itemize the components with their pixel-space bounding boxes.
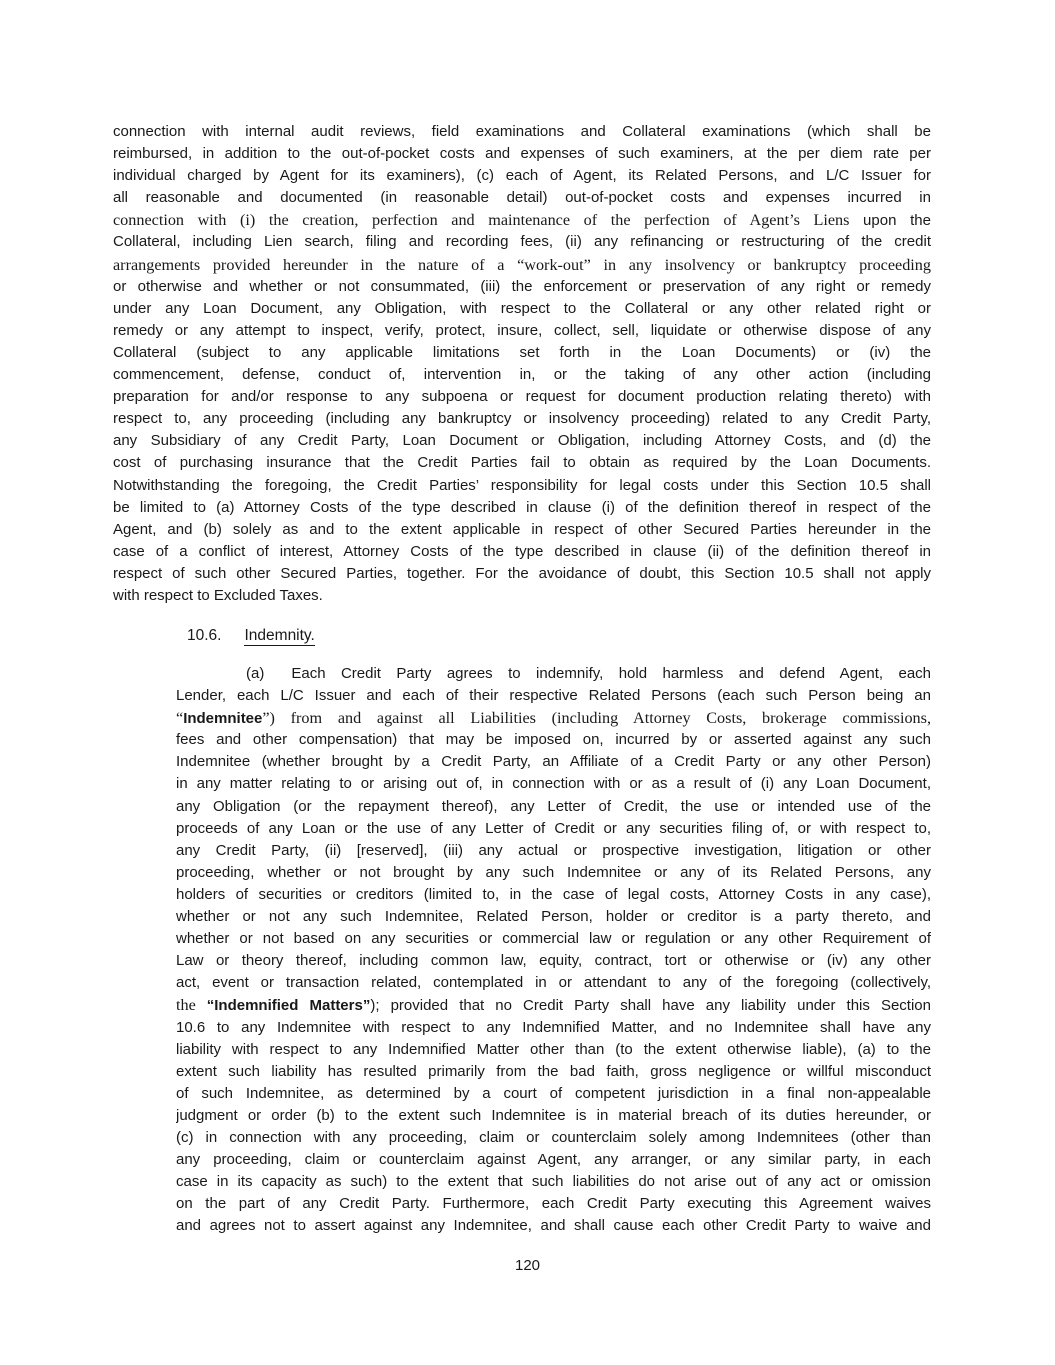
- text-segment: proceeding, whether or not brought by any such Indemnitee or any of its Related Persons, any: [176, 863, 931, 881]
- text-line: [113, 254, 931, 276]
- text-line: [176, 1039, 931, 1061]
- text-line: [113, 209, 931, 231]
- text-line: [113, 121, 931, 143]
- text-segment: be limited to (a) Attorney Costs of the type described in clause (i) of the definition thereof in respect of the: [113, 498, 931, 516]
- text-segment: cost of purchasing insurance that the Credit Parties fail to obtain as required by the Loan Documents.: [113, 454, 931, 472]
- text-line: [113, 320, 931, 342]
- text-line: [176, 906, 931, 928]
- text-line: [113, 475, 931, 497]
- text-segment: Agent, and (b) solely as and to the extent applicable in respect of other Secured Parties hereunder in the: [113, 520, 931, 538]
- paragraph-indemnity-a: [176, 663, 931, 1237]
- text-segment: ”) from and against all Liabilities (including Attorney Costs, brokerage commissions,: [262, 709, 931, 728]
- text-line: [113, 364, 931, 386]
- text-segment: act, event or transaction related, contemplated in or attendant to any of the foregoing (collectively,: [176, 974, 931, 992]
- text-segment: connection with internal audit reviews, field examinations and Collateral examinations (which shall be: [113, 123, 931, 140]
- text-segment: 10.6 to any Indemnitee with respect to any Indemnified Matter, and no Indemnitee shall have any: [176, 1018, 931, 1036]
- text-segment: (a): [246, 665, 265, 682]
- text-line: [176, 972, 931, 994]
- paragraph-costs-continuation: [113, 121, 931, 607]
- text-line: [176, 773, 931, 795]
- text-segment: or otherwise and whether or not consummated, (iii) the enforcement or preservation of any right or remedy: [113, 277, 931, 295]
- text-line: [113, 563, 931, 585]
- defined-term: Indemnitee: [183, 710, 263, 728]
- text-line: [176, 707, 931, 729]
- text-segment: respect to, any proceeding (including any bankruptcy or insolvency proceeding) related to any Credit Party,: [113, 410, 931, 428]
- text-segment: case of a conflict of interest, Attorney Costs of the type described in clause (ii) of the definition thereof in: [113, 542, 931, 560]
- text-line: [176, 1149, 931, 1171]
- text-segment: remedy or any attempt to inspect, verify, protect, insure, collect, sell, liquidate or otherwise dispose of any: [113, 321, 931, 339]
- text-line: [176, 994, 931, 1016]
- text-line: [176, 840, 931, 862]
- text-segment: any proceeding, claim or counterclaim against Agent, any arranger, or any similar party, in each: [176, 1151, 931, 1169]
- text-line: [113, 342, 931, 364]
- text-line: [176, 729, 931, 751]
- text-segment: Collateral (subject to any applicable limitations set forth in the Loan Documents) or (iv) the: [113, 343, 931, 361]
- text-line: [113, 298, 931, 320]
- text-segment: under any Loan Document, any Obligation, with respect to the Collateral or any other related right or: [113, 299, 931, 317]
- text-line: [113, 231, 931, 253]
- text-segment: individual charged by Agent for its examiners), (c) each of Agent, its Related Persons, and L/C Issuer for: [113, 167, 931, 185]
- text-line: [176, 884, 931, 906]
- text-line: [176, 1193, 931, 1215]
- text-line: [113, 497, 931, 519]
- text-segment: “: [176, 709, 184, 728]
- text-line: [176, 1105, 931, 1127]
- defined-term: “Indemnified Matters”: [206, 997, 371, 1015]
- indent-spacer: [176, 677, 246, 678]
- text-segment: Law or theory thereof, including common law, equity, contract, tort or otherwise or (iv) any other: [176, 952, 931, 970]
- text-line: [176, 663, 931, 685]
- text-segment: any Obligation (or the repayment thereof), any Letter of Credit, the use or intended use of the: [176, 797, 931, 815]
- text-segment: liability with respect to any Indemnified Matter other than (to the extent otherwise liable), (a) to the: [176, 1040, 931, 1058]
- text-line: [176, 1083, 931, 1105]
- text-segment: case in its capacity as such) to the extent that such liabilities do not arise out of any act or omission: [176, 1173, 931, 1191]
- text-segment: whether or not any such Indemnitee, Related Person, holder or creditor is a party thereto, and: [176, 908, 931, 926]
- text-segment: with respect to Excluded Taxes.: [113, 586, 323, 604]
- text-segment: all reasonable and documented (in reasonable detail) out-of-pocket costs and expenses incurred in: [113, 189, 931, 207]
- section-title: Indemnity.: [244, 627, 315, 644]
- text-segment: judgment or order (b) to the extent such Indemnitee is in material breach of its duties hereunder, or: [176, 1106, 931, 1124]
- text-segment: on the part of any Credit Party. Furthermore, each Credit Party executing this Agreement waives: [176, 1195, 931, 1213]
- text-segment: Each Credit Party agrees to indemnify, hold harmless and defend Agent, each: [291, 665, 931, 682]
- text-segment: Notwithstanding the foregoing, the Credit Parties’ responsibility for legal costs under this Section 10.5 shall: [113, 476, 931, 494]
- text-line: [176, 1127, 931, 1149]
- text-line: [113, 386, 931, 408]
- text-line: [113, 452, 931, 474]
- text-line: [113, 519, 931, 541]
- text-segment: proceeds of any Loan or the use of any Letter of Credit or any securities filing of, or with respect to,: [176, 819, 931, 837]
- text-segment: extent such liability has resulted primarily from the bad faith, gross negligence or willful misconduct: [176, 1062, 931, 1080]
- text-segment: fees and other compensation) that may be imposed on, incurred by or asserted against any such: [176, 731, 931, 749]
- text-line: [176, 862, 931, 884]
- text-line: [176, 1171, 931, 1193]
- section-heading: [187, 625, 315, 647]
- text-line: [176, 751, 931, 773]
- text-line: [113, 541, 931, 563]
- text-line: [176, 796, 931, 818]
- text-segment: and agrees not to assert against any Indemnitee, and shall cause each other Credit Party to waive and: [176, 1217, 931, 1235]
- text-segment: reimbursed, in addition to the out-of-pocket costs and expenses of such examiners, at the per diem rate per: [113, 145, 931, 163]
- text-line: [113, 143, 931, 165]
- text-segment: (c) in connection with any proceeding, claim or counterclaim solely among Indemnitees (other than: [176, 1128, 931, 1146]
- text-segment: Collateral, including Lien search, filing and recording fees, (ii) any refinancing or restructuring of the credit: [113, 233, 931, 251]
- page-number: 120: [514, 1257, 541, 1274]
- indent-spacer: [264, 677, 291, 678]
- text-segment: any Credit Party, (ii) [reserved], (iii) any actual or prospective investigation, litigation or other: [176, 841, 931, 859]
- text-segment: Lender, each L/C Issuer and each of their respective Related Persons (each such Person being an: [176, 687, 931, 705]
- text-segment: preparation for and/or response to any subpoena or request for document production relating thereto) with: [113, 388, 931, 406]
- text-segment: holders of securities or creditors (limited to, in the case of legal costs, Attorney Costs in any case),: [176, 885, 931, 903]
- section-number: 10.6.: [187, 627, 222, 644]
- text-line: [113, 408, 931, 430]
- text-segment: in any matter relating to or arising out of, in connection with or as a result of (i) any Loan Document,: [176, 775, 931, 793]
- text-segment: arrangements provided hereunder in the nature of a “work-out” in any insolvency or bankruptcy proceeding: [113, 255, 931, 274]
- text-line: [113, 187, 931, 209]
- text-segment: respect of such other Secured Parties, together. For the avoidance of doubt, this Section 10.5 shall not apply: [113, 564, 931, 582]
- text-line: [176, 685, 931, 707]
- text-segment: the: [176, 996, 207, 1015]
- text-line: [176, 950, 931, 972]
- text-line: [176, 1017, 931, 1039]
- text-line: [176, 1215, 931, 1237]
- text-segment: commencement, defense, conduct of, intervention in, or the taking of any other action (including: [113, 366, 931, 384]
- text-segment: upon the: [863, 212, 931, 230]
- text-segment: any Subsidiary of any Credit Party, Loan Document or Obligation, including Attorney Costs, and (d) the: [113, 432, 931, 450]
- text-line: [113, 585, 931, 607]
- text-line: [176, 928, 931, 950]
- text-segment: Indemnitee (whether brought by a Credit Party, an Affiliate of a Credit Party or any other Person): [176, 753, 931, 771]
- text-line: [113, 276, 931, 298]
- text-line: [176, 1061, 931, 1083]
- text-segment: connection with (i) the creation, perfection and maintenance of the perfection of Agent’s Liens: [113, 211, 864, 230]
- text-line: [176, 818, 931, 840]
- text-line: [113, 430, 931, 452]
- text-line: [113, 165, 931, 187]
- text-segment: whether or not based on any securities or commercial law or regulation or any other Requirement of: [176, 930, 931, 948]
- text-segment: of such Indemnitee, as determined by a court of competent jurisdiction in a final non-appealable: [176, 1084, 931, 1102]
- text-segment: ); provided that no Credit Party shall have any liability under this Section: [370, 997, 931, 1015]
